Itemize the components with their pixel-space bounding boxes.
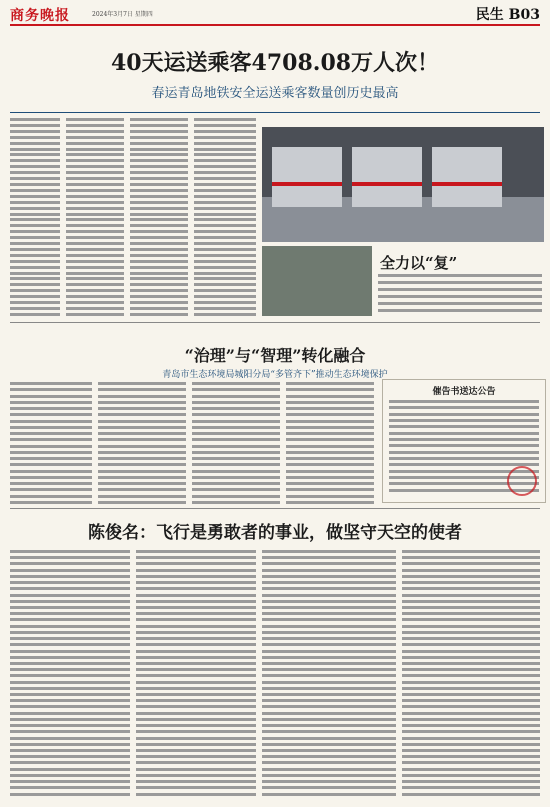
profile-column-2 <box>136 550 256 796</box>
lead-column-3 <box>130 118 188 316</box>
lead-column-1 <box>10 118 60 316</box>
photo-story-title: 全力以“复” <box>380 254 458 272</box>
lead-divider <box>10 112 540 113</box>
notice-title: 催告书送达公告 <box>432 387 496 397</box>
masthead-rule <box>10 24 540 26</box>
profile-column-4 <box>402 550 540 796</box>
profile-headline: 陈俊名：飞行是勇敢者的事业，做坚守天空的使者 <box>88 523 462 543</box>
newspaper-logo: 商务晚报 <box>10 8 70 24</box>
lead-column-2 <box>66 118 124 316</box>
official-seal-icon <box>507 466 537 496</box>
section-divider-2 <box>10 508 540 509</box>
factory-photo <box>262 246 372 316</box>
subway-photo <box>262 127 544 242</box>
issue-date: 2024年3月7日 星期四 <box>92 11 153 18</box>
feature-headline: “治理”与“智理”转化融合 <box>184 346 366 365</box>
feature-column-1 <box>10 382 92 504</box>
photo-story-text <box>378 274 542 312</box>
section-label: 民生 B03 <box>475 7 540 23</box>
profile-column-1 <box>10 550 130 796</box>
section-divider-1 <box>10 322 540 323</box>
feature-column-3 <box>192 382 280 504</box>
profile-column-3 <box>262 550 396 796</box>
lead-subheadline: 春运青岛地铁安全运送乘客数量创历史最高 <box>151 86 399 101</box>
lead-column-4 <box>194 118 256 316</box>
feature-column-4 <box>286 382 374 504</box>
notice-box <box>382 379 546 503</box>
lead-headline: 40天运送乘客4708.08万人次！ <box>110 50 440 76</box>
feature-subheadline: 青岛市生态环境局城阳分局“多管齐下”推动生态环境保护 <box>162 370 388 380</box>
feature-column-2 <box>98 382 186 504</box>
